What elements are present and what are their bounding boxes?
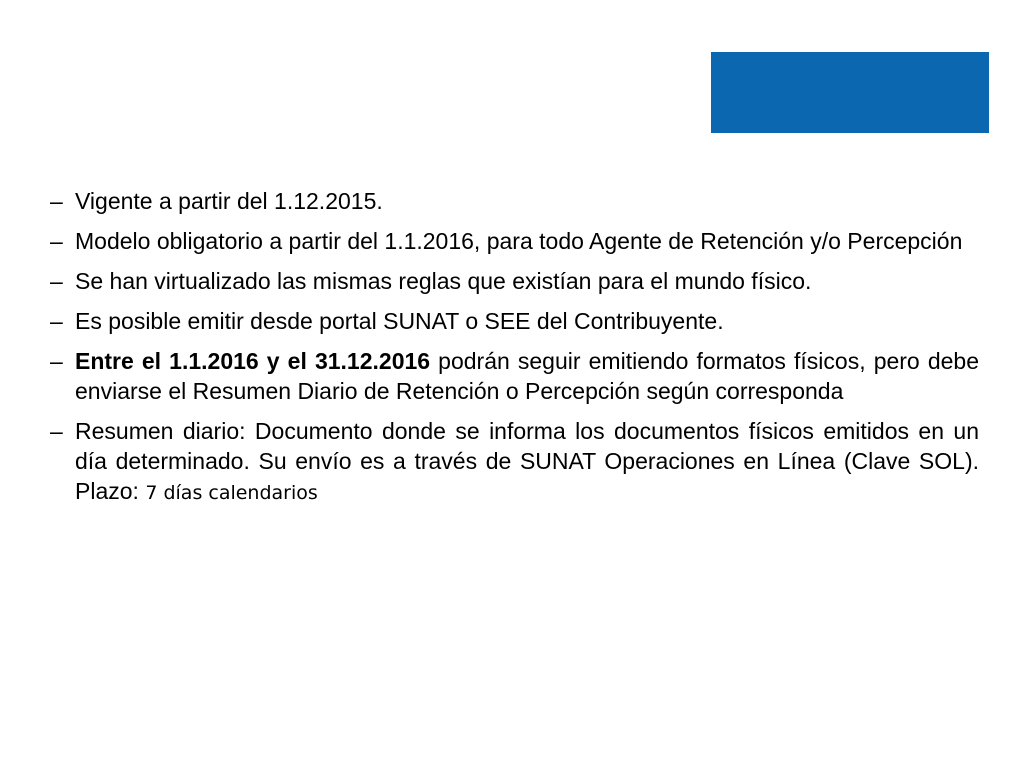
bullet-list [50,186,979,518]
bullet-item [50,346,979,406]
dash-marker: – [50,188,63,214]
bullet-deadline-text: 7 días calendarios [145,482,318,504]
dash-marker: – [50,268,63,294]
bullet-item [50,416,979,508]
bullet-text: Vigente a partir del 1.12.2015. [75,188,383,214]
bullet-text: Resumen diario: Documento donde se informa los documentos físicos emitidos en un día determinado. Su envío es a través de SUNAT Operaciones en Línea (Clave SOL). Plazo: [75,418,979,504]
dash-marker: – [50,418,63,444]
bullet-item [50,306,979,336]
dash-marker: – [50,308,63,334]
header-accent-block [711,52,989,133]
bullet-item [50,226,979,256]
bullet-item [50,186,979,216]
bullet-text: podrán seguir emitiendo formatos físicos, pero debe enviarse el Resumen Diario de Retención o Percepción según corresponda [75,348,979,404]
bullet-item [50,266,979,296]
bullet-text: Es posible emitir desde portal SUNAT o SEE del Contribuyente. [75,308,724,334]
bullet-bold-text: Entre el 1.1.2016 y el 31.12.2016 [75,348,431,374]
bullet-text: Se han virtualizado las mismas reglas que existían para el mundo físico. [75,268,812,294]
bullet-text: Modelo obligatorio a partir del 1.1.2016, para todo Agente de Retención y/o Percepción [75,228,963,254]
dash-marker: – [50,228,63,254]
dash-marker: – [50,348,63,374]
